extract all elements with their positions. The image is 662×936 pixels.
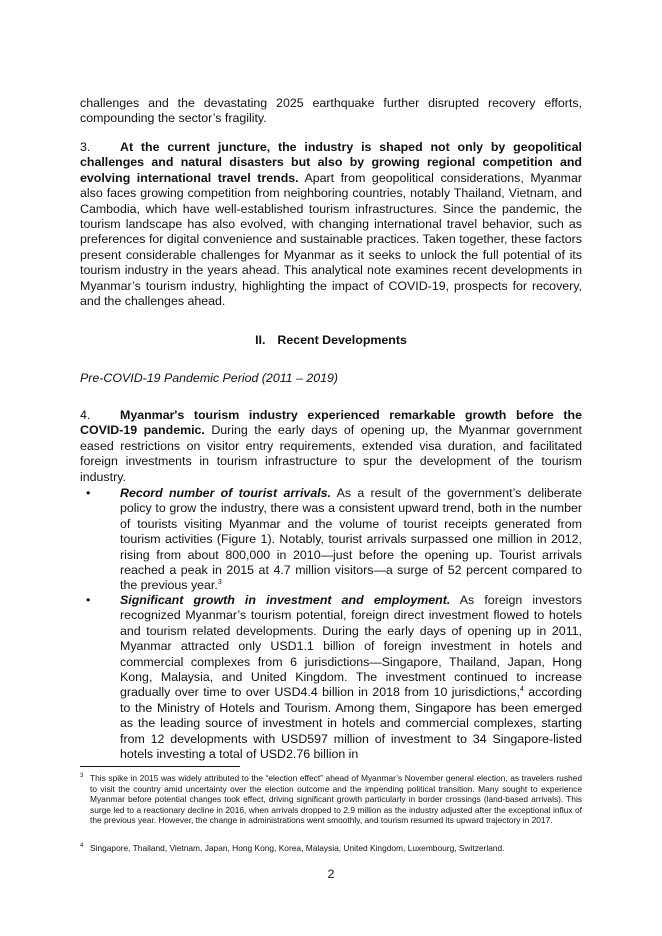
paragraph-lead: Myanmar's tourism industry experienced remarkable growth before the COVID-19 pandemic.	[80, 408, 582, 438]
footnote-divider	[80, 766, 240, 767]
section-heading	[0, 333, 662, 347]
bullet-text: As a result of the government’s deliberate policy to grow the industry, there was a consistent upward trend, both in the number of tourists visiting Myanmar and the volume of tourist receipts generated from tourism activities (Figure 1). Notably, tourist arrivals surpassed one million in 2012, rising from about 800,000 in 2010—just before the opening up. Tourist arrivals reached a peak in 2015 at 4.7 million visitors—a surge of 52 percent compared to the previous year.	[120, 486, 582, 593]
paragraph-text: Apart from geopolitical considerations, Myanmar also faces growing competition from neighboring countries, notably Thailand, Vietnam, and Cambodia, which have well-established tourism infrastructures. Since the pandemic, the tourism landscape has also evolved, with changing international travel behavior, such as preferences for digital convenience and sustainable practices. Taken together, these factors present considerable challenges for Myanmar as it seeks to unlock the full potential of its tourism industry in the years ahead. This analytical note examines recent developments in Myanmar’s tourism industry, highlighting the impact of COVID-19, prospects for recovery, and the challenges ahead.	[80, 170, 582, 309]
bullet-title: Record number of tourist arrivals.	[120, 486, 331, 500]
footnote-4	[80, 843, 582, 854]
paragraph-number: 3.	[80, 140, 91, 154]
paragraph-number: 4.	[80, 408, 91, 422]
footnote-mark: 4	[80, 843, 84, 849]
bullet-item-investment	[120, 593, 582, 762]
paragraph-text: During the early days of opening up, the Myanmar government eased restrictions on visitor entry requirements, extended visa duration, and facilitated foreign investments in tourism infrastructure to spur the development of the tourism industry.	[80, 423, 582, 484]
section-title: Recent Developments	[277, 333, 407, 347]
bullet-icon: •	[86, 486, 91, 500]
footnote-text: This spike in 2015 was widely attributed to the “election effect” ahead of Myanmar’s November general election, as travelers rushed to visit the country amid uncertainty over the election outcome and the impending political transition. Many sought to experience Myanmar before potential changes took effect, driving significant growth particularly in border crossings (land-based arrivals). This surge led to a reactionary decline in 2016, when arrivals dropped to 2.9 million as the industry adjusted after the exceptional influx of the previous year. However, the change in administrations went smoothly, and tourism resumed its upward trajectory in 2017.	[90, 773, 582, 826]
footnote-ref[interactable]: 3	[217, 579, 222, 587]
paragraph-3	[80, 140, 582, 309]
bullet-text-continued: according to the Ministry of Hotels and Tourism. Among them, Singapore has been emerged as the leading source of investment in hotels and commercial complexes, starting from 12 developments with USD597 million of investment to 34 Singapore-listed hotels investing a total of USD2.76 billion in	[120, 685, 582, 762]
footnote-ref[interactable]: 4	[519, 686, 524, 694]
paragraph-4	[80, 408, 582, 485]
paragraph-continued: challenges and the devastating 2025 earthquake further disrupted recovery efforts, compounding the sector’s fragility.	[80, 96, 582, 126]
bullet-item-tourist-arrivals	[120, 486, 582, 594]
bullet-title: Significant growth in investment and employment.	[120, 593, 451, 607]
section-number: II.	[255, 333, 266, 347]
subsection-heading: Pre-COVID-19 Pandemic Period (2011 – 2019)	[80, 371, 339, 385]
footnote-3	[80, 773, 582, 826]
bullet-icon: •	[86, 593, 91, 607]
page-number: 2	[327, 867, 335, 881]
paragraph-lead: At the current juncture, the industry is shaped not only by geopolitical challenges and natural disasters but also by growing regional competition and evolving international travel trends.	[80, 140, 582, 185]
footnote-mark: 3	[80, 773, 84, 779]
footnote-text: Singapore, Thailand, Vietnam, Japan, Hong Kong, Korea, Malaysia, United Kingdom, Luxembourg, Switzerland.	[90, 843, 505, 853]
bullet-text: As foreign investors recognized Myanmar’s tourism potential, foreign direct investment flowed to hotels and tourism related developments. During the early days of opening up in 2011, Myanmar attracted only USD1.1 billion of foreign investment in hotels and commercial complexes from 6 jurisdictions—Singapore, Thailand, Japan, Hong Kong, Malaysia, and United Kingdom. The investment continued to increase gradually over time to over USD4.4 billion in 2018 from 10 jurisdictions,	[120, 593, 582, 700]
